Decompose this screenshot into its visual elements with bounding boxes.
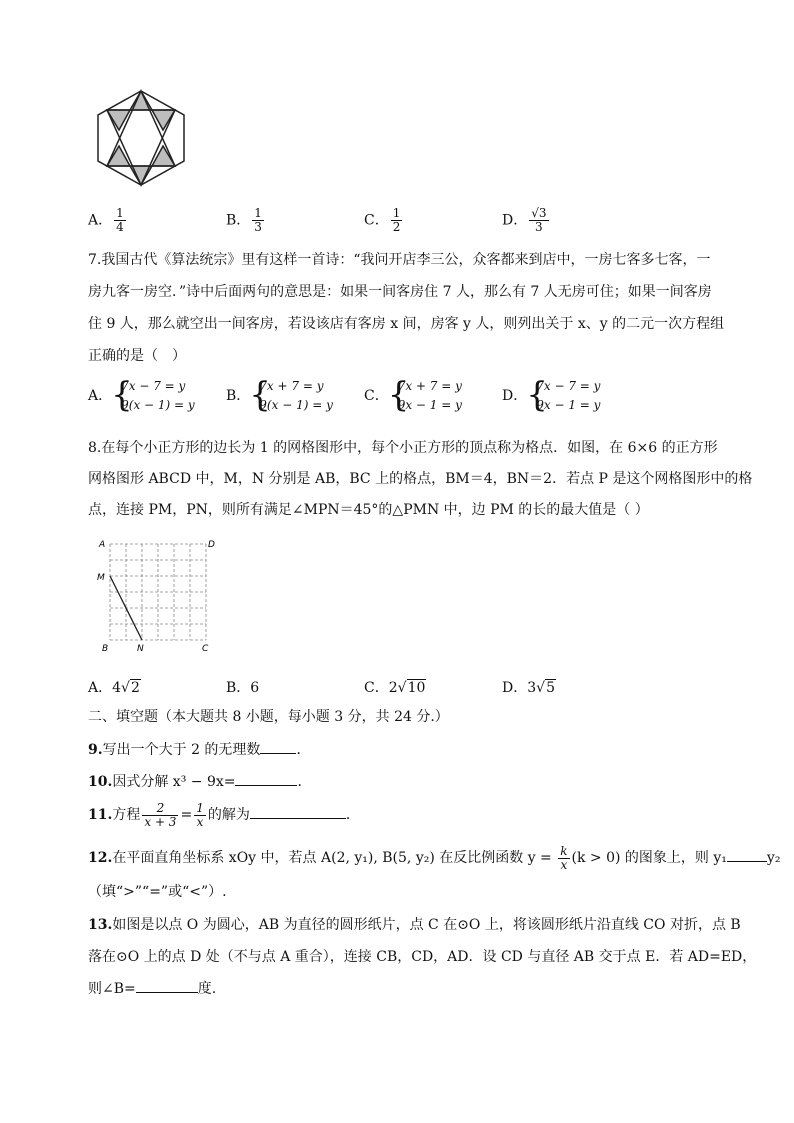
q8-option-c[interactable]: C．2√10 bbox=[364, 680, 426, 696]
q8-text-line1: 8.在每个小正方形的边长为 1 的网格图形中，每个小正方形的顶点称为格点．如图，在 6×6 的正方形 bbox=[88, 440, 718, 456]
q9: 9.写出一个大于 2 的无理数 ． bbox=[88, 739, 310, 760]
q7-text-line1: 7.我国古代《算法统宗》里有这样一首诗：“我问开店李三公，众客都来到店中，一房七客多七客，一 bbox=[88, 252, 711, 268]
fraction: $\frac{1}{4}$ bbox=[116, 206, 124, 234]
q13-line2: 落在⊙O 上的点 D 处（不与点 A 重合），连接 CB，CD，AD．设 CD 与直径 AB 交于点 E．若 AD=ED， bbox=[88, 949, 757, 965]
label-m: M bbox=[97, 573, 105, 583]
equation-system: { 7x − 7 = y 9(x − 1) = y bbox=[112, 377, 195, 415]
grid-figure bbox=[96, 536, 216, 654]
q12-line2: （填“>”“=”或“<”）. bbox=[88, 884, 227, 900]
equation-system: { 7x + 7 = y 9x − 1 = y bbox=[389, 377, 462, 415]
q7-option-b[interactable]: B． { 7x + 7 = y 9(x − 1) = y bbox=[226, 377, 333, 415]
fraction: $\frac{1}{3}$ bbox=[254, 206, 262, 234]
q7-text-line4: 正确的是（ ） bbox=[88, 348, 186, 364]
fraction: $\frac{√3}{3}$ bbox=[531, 206, 547, 234]
q11: 11.方程 $\frac{2}{x + 3}$ = $\frac{1}{x}$ 的解为 ． bbox=[88, 800, 360, 829]
label-c: C bbox=[202, 644, 209, 654]
q8-option-d[interactable]: D．3√5 bbox=[502, 680, 555, 696]
equation-system: { 7x + 7 = y 9(x − 1) = y bbox=[250, 377, 333, 415]
q7-option-a[interactable]: A． { 7x − 7 = y 9(x − 1) = y bbox=[88, 377, 195, 415]
fraction: $\frac{k}{x}$ bbox=[560, 843, 568, 872]
fraction: $\frac{1}{2}$ bbox=[392, 206, 401, 234]
fraction: $\frac{2}{x + 3}$ bbox=[144, 800, 177, 829]
shaded-triangle-lower-left bbox=[107, 146, 130, 166]
hexagram-figure bbox=[96, 88, 186, 188]
q12-line1: 12.在平面直角坐标系 xOy 中，若点 A(2, y₁), B(5, y₂) 在反比例函数 y = $\frac{k}{x}$ (k > 0) 的图象上，则 y₁ y₂ bbox=[88, 843, 781, 872]
q8-option-a[interactable]: A．4√2 bbox=[88, 680, 140, 696]
shaded-triangle-upper-right bbox=[152, 110, 175, 130]
shaded-triangle-lower-right bbox=[152, 146, 175, 166]
answer-blank[interactable] bbox=[260, 739, 296, 754]
label-a: A bbox=[99, 540, 106, 550]
q7-option-c[interactable]: C． { 7x + 7 = y 9x − 1 = y bbox=[364, 377, 462, 415]
q6-option-b[interactable]: B． $\frac{1}{3}$ bbox=[226, 206, 262, 234]
q8-option-b[interactable]: B．6 bbox=[226, 680, 260, 696]
q7-text-line3: 住 9 人，那么就空出一间客房，若设该店有客房 x 间，房客 y 人，则列出关于 x、y 的二元一次方程组 bbox=[88, 316, 725, 332]
q13-line1: 13.如图是以点 O 为圆心，AB 为直径的圆形纸片，点 C 在⊙O 上，将该圆形纸片沿直线 CO 对折，点 B bbox=[88, 917, 741, 933]
q6-option-c[interactable]: C． $\frac{1}{2}$ bbox=[364, 206, 401, 234]
q7-text-line2: 房九客一房空．”诗中后面两句的意思是：如果一间客房住 7 人，那么有 7 人无房可住；如果一间客房 bbox=[88, 284, 712, 300]
answer-blank[interactable] bbox=[136, 978, 198, 993]
q8-text-line2: 网格图形 ABCD 中，M，N 分别是 AB，BC 上的格点，BM＝4，BN＝2．若点 P 是这个网格图形中的格 bbox=[88, 471, 753, 487]
equation-system: { 7x − 7 = y 9x − 1 = y bbox=[527, 377, 600, 415]
q6-option-a[interactable]: A． $\frac{1}{4}$ bbox=[88, 206, 124, 234]
answer-blank[interactable] bbox=[727, 847, 767, 862]
q6-option-d[interactable]: D． $\frac{√3}{3}$ bbox=[502, 206, 547, 234]
q10: 10.因式分解 x³ − 9x= ． bbox=[88, 771, 311, 792]
answer-blank[interactable] bbox=[235, 771, 297, 786]
q13-line3: 则∠B= 度. bbox=[88, 978, 216, 999]
label-d: D bbox=[208, 540, 215, 550]
shaded-triangle-upper-left bbox=[107, 110, 130, 130]
label-b: B bbox=[102, 644, 109, 654]
q7-option-d[interactable]: D． { 7x − 7 = y 9x − 1 = y bbox=[502, 377, 600, 415]
section-heading: 二、填空题（本大题共 8 小题，每小题 3 分，共 24 分.） bbox=[88, 709, 449, 725]
q8-text-line3: 点，连接 PM，PN，则所有满足∠MPN＝45°的△PMN 中，边 PM 的长的最大值是（ ） bbox=[88, 502, 649, 518]
label-n: N bbox=[137, 644, 144, 654]
fraction: $\frac{1}{x}$ bbox=[196, 800, 204, 829]
answer-blank[interactable] bbox=[250, 804, 346, 819]
